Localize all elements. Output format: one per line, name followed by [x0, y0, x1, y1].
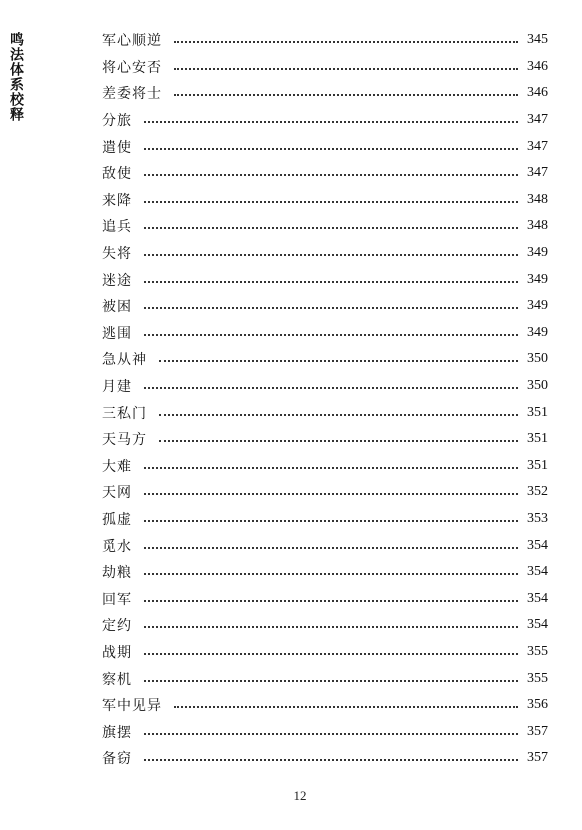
- toc-entry: [102, 187, 548, 214]
- toc-entry: [102, 213, 548, 240]
- toc-entry: [102, 506, 548, 533]
- toc-entry-title: 备窃: [102, 751, 132, 768]
- toc-leader-dots: [144, 733, 518, 735]
- toc-leader-dots: [144, 520, 518, 522]
- toc-leader-dots: [144, 201, 518, 203]
- toc-leader-dots: [144, 334, 518, 336]
- running-head-title: 鸣法体系校释: [8, 32, 24, 122]
- toc-entry-page: 355: [527, 670, 548, 686]
- toc-entry: [102, 346, 548, 373]
- toc-entry: [102, 373, 548, 400]
- toc-entry-page: 351: [527, 431, 548, 447]
- toc-entry-title: 天网: [102, 485, 132, 502]
- toc-entry: [102, 266, 548, 293]
- toc-leader-dots: [144, 600, 518, 602]
- toc-entry: [102, 585, 548, 612]
- toc-entry-page: 349: [527, 324, 548, 340]
- toc-entry-page: 351: [527, 404, 548, 420]
- toc-entry: [102, 559, 548, 586]
- toc-entry: [102, 612, 548, 639]
- page-number: 12: [293, 788, 307, 803]
- toc-entry-title: 遣使: [102, 139, 132, 156]
- toc-leader-dots: [144, 547, 518, 549]
- toc-leader-dots: [144, 493, 518, 495]
- toc-entry-title: 失将: [102, 246, 132, 263]
- toc-entry-page: 347: [527, 112, 548, 128]
- toc-entry-title: 孤虚: [102, 511, 132, 528]
- toc-entry-title: 被困: [102, 299, 132, 316]
- toc-entry-page: 346: [527, 85, 548, 101]
- toc-leader-dots: [144, 653, 518, 655]
- toc-entry-page: 354: [527, 617, 548, 633]
- toc-leader-dots: [159, 414, 518, 416]
- toc-entry-title: 劫粮: [102, 565, 132, 582]
- toc-entry: [102, 293, 548, 320]
- toc-entry-page: 347: [527, 138, 548, 154]
- toc-entry-title: 回军: [102, 591, 132, 608]
- toc-leader-dots: [174, 68, 518, 70]
- toc-entry: [102, 692, 548, 719]
- toc-entry-title: 逃围: [102, 325, 132, 342]
- toc-entry-title: 来降: [102, 192, 132, 209]
- toc-leader-dots: [144, 281, 518, 283]
- toc-leader-dots: [174, 94, 518, 96]
- toc-entry: [102, 479, 548, 506]
- toc-entry: [102, 399, 548, 426]
- toc-leader-dots: [144, 121, 518, 123]
- toc-entry-title: 觅水: [102, 538, 132, 555]
- toc-entry-page: 350: [527, 351, 548, 367]
- toc-entry: [102, 639, 548, 666]
- toc-leader-dots: [174, 41, 518, 43]
- toc-leader-dots: [144, 148, 518, 150]
- toc-entry-title: 迷途: [102, 272, 132, 289]
- toc-leader-dots: [144, 573, 518, 575]
- toc-entry-title: 追兵: [102, 219, 132, 236]
- toc-entry-page: 351: [527, 457, 548, 473]
- toc-entry-title: 军心顺逆: [102, 33, 162, 50]
- toc-entry-page: 349: [527, 245, 548, 261]
- toc-entry: [102, 54, 548, 81]
- toc-entry-title: 旗摆: [102, 724, 132, 741]
- toc-entry-page: 346: [527, 58, 548, 74]
- toc-entry-page: 349: [527, 271, 548, 287]
- toc-leader-dots: [144, 680, 518, 682]
- toc-entry-page: 356: [527, 697, 548, 713]
- toc-entry-title: 三私门: [102, 405, 147, 422]
- toc-leader-dots: [144, 387, 518, 389]
- toc-leader-dots: [144, 467, 518, 469]
- toc-entry-title: 大难: [102, 458, 132, 475]
- toc-entry: [102, 745, 548, 772]
- toc-entry-page: 352: [527, 484, 548, 500]
- toc-entry-title: 急从神: [102, 352, 147, 369]
- toc-entry-page: 350: [527, 378, 548, 394]
- toc-entry-page: 348: [527, 218, 548, 234]
- toc-entry-title: 定约: [102, 618, 132, 635]
- toc-entry-title: 军中见异: [102, 698, 162, 715]
- toc-leader-dots: [144, 174, 518, 176]
- toc-entry: [102, 665, 548, 692]
- toc-entry: [102, 426, 548, 453]
- toc-entry: [102, 107, 548, 134]
- toc-entry-title: 分旅: [102, 113, 132, 130]
- toc-entry-title: 敌使: [102, 166, 132, 183]
- toc-entry-title: 战期: [102, 644, 132, 661]
- toc-entry-title: 将心安否: [102, 59, 162, 76]
- toc-leader-dots: [144, 626, 518, 628]
- toc-entry-title: 天马方: [102, 432, 147, 449]
- toc-entry-page: 354: [527, 564, 548, 580]
- toc-leader-dots: [159, 440, 518, 442]
- toc-entry-page: 349: [527, 298, 548, 314]
- toc-entry-title: 月建: [102, 379, 132, 396]
- toc-entry-page: 354: [527, 537, 548, 553]
- toc-entry-title: 差委将士: [102, 86, 162, 103]
- toc-entry: [102, 320, 548, 347]
- toc-entry-page: 353: [527, 510, 548, 526]
- toc-entry: [102, 80, 548, 107]
- toc-leader-dots: [144, 254, 518, 256]
- toc-entry-page: 347: [527, 165, 548, 181]
- toc-entry: [102, 133, 548, 160]
- toc-entry: [102, 453, 548, 480]
- table-of-contents: [102, 27, 548, 772]
- toc-entry-page: 354: [527, 590, 548, 606]
- toc-leader-dots: [144, 759, 518, 761]
- toc-entry-page: 348: [527, 191, 548, 207]
- toc-entry-page: 345: [527, 32, 548, 48]
- toc-entry-page: 357: [527, 723, 548, 739]
- toc-leader-dots: [144, 227, 518, 229]
- toc-entry: [102, 160, 548, 187]
- toc-entry-page: 355: [527, 643, 548, 659]
- toc-leader-dots: [159, 360, 518, 362]
- toc-entry-title: 察机: [102, 671, 132, 688]
- toc-entry: [102, 240, 548, 267]
- toc-leader-dots: [144, 307, 518, 309]
- toc-entry: [102, 532, 548, 559]
- toc-leader-dots: [174, 706, 518, 708]
- toc-entry-page: 357: [527, 750, 548, 766]
- toc-entry: [102, 27, 548, 54]
- toc-entry: [102, 718, 548, 745]
